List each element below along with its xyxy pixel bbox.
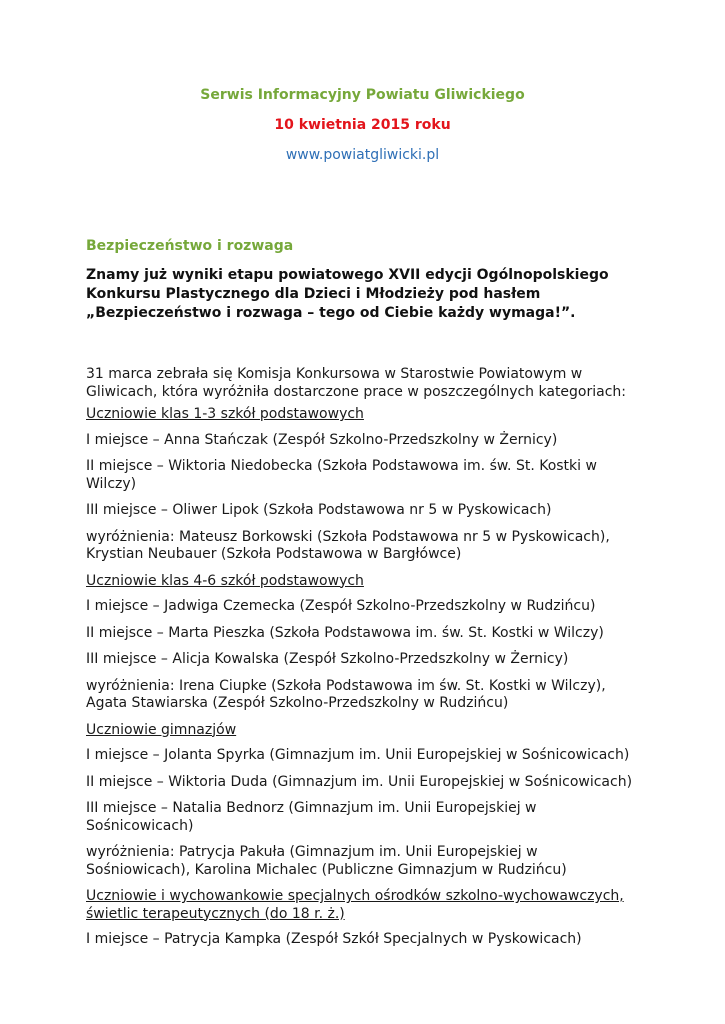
section-title: Bezpieczeństwo i rozwaga <box>86 238 294 254</box>
distinction-entry: wyróżnienia: Patrycja Pakuła (Gimnazjum im. Unii Europejskiej w Sośniowicach), Karolina Michalec (Publiczne Gimnazjum w Rudzińcu) <box>86 844 567 878</box>
result-entry: III miejsce – Natalia Bednorz (Gimnazjum im. Unii Europejskiej w Sośnicowicach) <box>86 800 537 834</box>
result-entry: I miejsce – Patrycja Kampka (Zespół Szkół Specjalnych w Pyskowicach) <box>86 931 582 947</box>
distinction-entry: wyróżnienia: Irena Ciupke (Szkoła Podstawowa im św. St. Kostki w Wilczy), Agata Stawiarska (Zespół Szkolno-Przedszkolny w Rudzińcu) <box>86 677 606 711</box>
category-heading: Uczniowie klas 1-3 szkół podstawowych <box>86 406 364 422</box>
result-entry: I miejsce – Jolanta Spyrka (Gimnazjum im. Unii Europejskiej w Sośnicowicach) <box>86 747 630 763</box>
category-heading: Uczniowie gimnazjów <box>86 721 237 738</box>
publication-date: 10 kwietnia 2015 roku <box>274 117 451 133</box>
result-entry: I miejsce – Anna Stańczak (Zespół Szkolno-Przedszkolny w Żernicy) <box>86 431 558 448</box>
result-entry: III miejsce – Alicja Kowalska (Zespół Szkolno-Przedszkolny w Żernicy) <box>86 651 569 667</box>
intro-paragraph: 31 marca zebrała się Komisja Konkursowa w Starostwie Powiatowym w Gliwicach, która wyróżniła dostarczone prace w poszczególnych kategoriach: <box>86 366 627 400</box>
service-title: Serwis Informacyjny Powiatu Gliwickiego <box>200 87 525 103</box>
result-entry: II miejsce – Wiktoria Duda (Gimnazjum im. Unii Europejskiej w Sośnicowicach) <box>86 773 633 790</box>
category-heading: Uczniowie i wychowankowie specjalnych ośrodków szkolno-wychowawczych, świetlic terapeutycznych (do 18 r. ż.) <box>86 888 624 922</box>
result-entry: II miejsce – Wiktoria Niedobecka (Szkoła Podstawowa im. św. St. Kostki w Wilczy) <box>86 458 597 492</box>
distinction-entry: wyróżnienia: Mateusz Borkowski (Szkoła Podstawowa nr 5 w Pyskowicach), Krystian Neubauer (Szkoła Podstawowa w Bargłówce) <box>86 528 610 562</box>
result-entry: II miejsce – Marta Pieszka (Szkoła Podstawowa im. św. St. Kostki w Wilczy) <box>86 624 604 641</box>
article-body <box>86 366 646 958</box>
category-heading: Uczniowie klas 4-6 szkół podstawowych <box>86 572 364 589</box>
website-link[interactable]: www.powiatgliwicki.pl <box>285 147 440 163</box>
lead-paragraph: Znamy już wyniki etapu powiatowego XVII edycji Ogólnopolskiego Konkursu Plastycznego dla Dzieci i Młodzieży pod hasłem „Bezpieczeństwo i rozwaga – tego od Ciebie każdy wymaga!”. <box>86 267 609 321</box>
result-entry: III miejsce – Oliwer Lipok (Szkoła Podstawowa nr 5 w Pyskowicach) <box>86 502 552 518</box>
result-entry: I miejsce – Jadwiga Czemecka (Zespół Szkolno-Przedszkolny w Rudzińcu) <box>86 598 596 614</box>
